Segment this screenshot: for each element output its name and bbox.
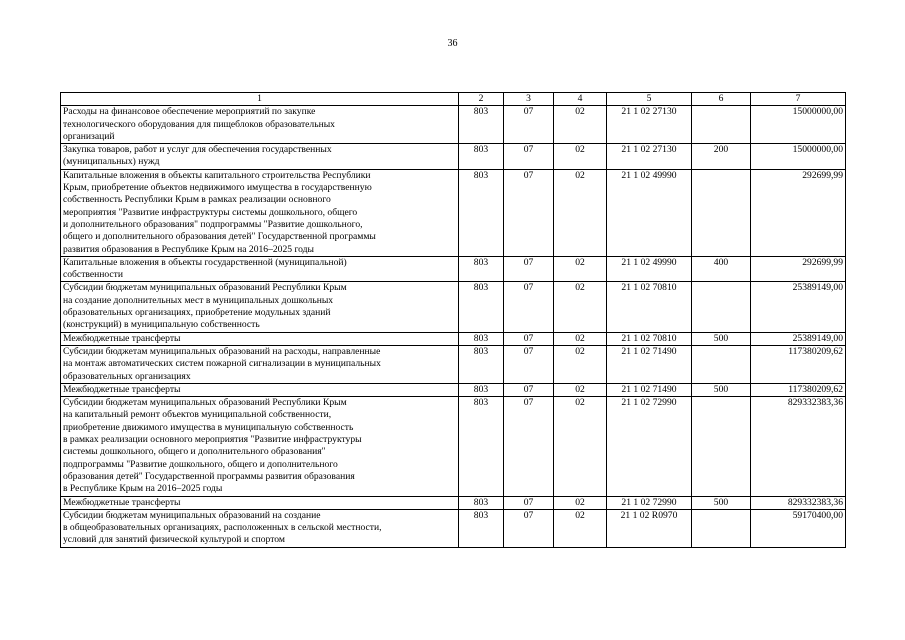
expense-name-line: в Республике Крым на 2016–2025 годы xyxy=(63,483,223,495)
expense-name-line: Расходы на финансовое обеспечение мероприятий по закупке xyxy=(63,106,316,118)
expense-name-line: на капитальный ремонт объектов муниципальной собственности, xyxy=(63,409,332,421)
subsection-code-cell: 02 xyxy=(554,106,607,144)
expense-name-line: Субсидии бюджетам муниципальных образований Республики Крым xyxy=(63,282,347,294)
subsection-code-cell: 02 xyxy=(554,332,607,345)
expense-name-line: собственность Республики Крым в рамках реализации основного xyxy=(63,194,331,206)
expense-name-line: технологического оборудования для пищеблоков образовательных xyxy=(63,118,335,130)
expense-name-line: и дополнительного образования" подпрограммы "Развитие дошкольного, xyxy=(63,218,363,230)
expense-name-cell xyxy=(61,397,459,496)
column-header-1: 1 xyxy=(61,93,459,106)
table-row xyxy=(61,144,846,170)
expense-name-line: подпрограммы "Развитие дошкольного, общего и дополнительного xyxy=(63,458,338,470)
expense-name-line: Межбюджетные трансферты xyxy=(63,332,181,344)
table-row xyxy=(61,256,846,282)
subsection-code-cell: 02 xyxy=(554,496,607,509)
amount-cell: 829332383,36 xyxy=(751,496,846,509)
expense-name-line: Субсидии бюджетам муниципальных образований на расходы, направленные xyxy=(63,345,381,357)
target-article-cell: 21 1 02 72990 xyxy=(607,496,692,509)
expense-name-line: образования детей" Государственной программы развития образования xyxy=(63,470,355,482)
section-code-cell: 07 xyxy=(504,509,554,547)
expense-type-cell: 500 xyxy=(692,496,751,509)
expense-name-cell xyxy=(61,383,459,396)
expense-name-line: системы дошкольного, общего и дополнительного образования" xyxy=(63,446,326,458)
target-article-cell: 21 1 02 71490 xyxy=(607,345,692,383)
expense-type-cell: 500 xyxy=(692,332,751,345)
section-code-cell: 07 xyxy=(504,106,554,144)
ministry-code-cell: 803 xyxy=(459,332,504,345)
table-row xyxy=(61,383,846,396)
amount-cell: 292699,99 xyxy=(751,256,846,282)
table-row xyxy=(61,282,846,332)
column-header-7: 7 xyxy=(751,93,846,106)
expense-name-cell xyxy=(61,332,459,345)
expense-name-line: организаций xyxy=(63,130,115,142)
subsection-code-cell: 02 xyxy=(554,256,607,282)
column-header-6: 6 xyxy=(692,93,751,106)
target-article-cell: 21 1 02 27130 xyxy=(607,144,692,170)
expense-name-line: Межбюджетные трансферты xyxy=(63,496,181,508)
expense-name-line: мероприятия "Развитие инфраструктуры системы дошкольного, общего xyxy=(63,206,358,218)
target-article-cell: 21 1 02 R0970 xyxy=(607,509,692,547)
expense-name-line: образовательных организациях, приобретение модульных зданий xyxy=(63,307,331,319)
expense-type-cell xyxy=(692,345,751,383)
ministry-code-cell: 803 xyxy=(459,383,504,396)
expense-name-line: Закупка товаров, работ и услуг для обеспечения государственных xyxy=(63,144,332,156)
ministry-code-cell: 803 xyxy=(459,496,504,509)
amount-cell: 117380209,62 xyxy=(751,383,846,396)
expense-name-line: Капитальные вложения в объекты государственной (муниципальной) xyxy=(63,256,347,268)
ministry-code-cell: 803 xyxy=(459,397,504,496)
subsection-code-cell: 02 xyxy=(554,383,607,396)
table-row xyxy=(61,496,846,509)
expense-type-cell xyxy=(692,106,751,144)
amount-cell: 25389149,00 xyxy=(751,282,846,332)
expense-name-cell xyxy=(61,144,459,170)
section-code-cell: 07 xyxy=(504,256,554,282)
target-article-cell: 21 1 02 70810 xyxy=(607,282,692,332)
subsection-code-cell: 02 xyxy=(554,144,607,170)
target-article-cell: 21 1 02 49990 xyxy=(607,169,692,256)
expense-name-line: Субсидии бюджетам муниципальных образований на создание xyxy=(63,509,321,521)
expense-name-cell xyxy=(61,256,459,282)
section-code-cell: 07 xyxy=(504,496,554,509)
amount-cell: 59170400,00 xyxy=(751,509,846,547)
subsection-code-cell: 02 xyxy=(554,509,607,547)
expense-name-line: на монтаж автоматических систем пожарной сигнализации в муниципальных xyxy=(63,358,381,370)
expense-name-cell xyxy=(61,106,459,144)
column-header-3: 3 xyxy=(504,93,554,106)
expense-name-cell xyxy=(61,282,459,332)
ministry-code-cell: 803 xyxy=(459,256,504,282)
page-number: 36 xyxy=(447,38,458,49)
expense-type-cell xyxy=(692,169,751,256)
subsection-code-cell: 02 xyxy=(554,169,607,256)
target-article-cell: 21 1 02 72990 xyxy=(607,397,692,496)
expense-name-cell xyxy=(61,496,459,509)
expense-name-line: Капитальные вложения в объекты капитального строительства Республики xyxy=(63,169,371,181)
expense-type-cell: 500 xyxy=(692,383,751,396)
target-article-cell: 21 1 02 49990 xyxy=(607,256,692,282)
table-body xyxy=(61,106,846,547)
expense-name-line: Межбюджетные трансферты xyxy=(63,383,181,395)
target-article-cell: 21 1 02 70810 xyxy=(607,332,692,345)
expense-type-cell xyxy=(692,509,751,547)
expense-name-line: в общеобразовательных организациях, расположенных в сельской местности, xyxy=(63,522,382,534)
column-header-2: 2 xyxy=(459,93,504,106)
amount-cell: 292699,99 xyxy=(751,169,846,256)
expense-type-cell xyxy=(692,397,751,496)
ministry-code-cell: 803 xyxy=(459,169,504,256)
expense-name-line: (муниципальных) нужд xyxy=(63,156,160,168)
amount-cell: 15000000,00 xyxy=(751,144,846,170)
amount-cell: 117380209,62 xyxy=(751,345,846,383)
table-header-row xyxy=(61,93,846,106)
column-header-5: 5 xyxy=(607,93,692,106)
subsection-code-cell: 02 xyxy=(554,282,607,332)
subsection-code-cell: 02 xyxy=(554,397,607,496)
expense-name-line: условий для занятий физической культурой и спортом xyxy=(63,534,285,546)
table-row xyxy=(61,345,846,383)
budget-table xyxy=(60,92,846,548)
section-code-cell: 07 xyxy=(504,144,554,170)
expense-name-line: на создание дополнительных мест в муниципальных дошкольных xyxy=(63,294,334,306)
section-code-cell: 07 xyxy=(504,397,554,496)
table-row xyxy=(61,106,846,144)
expense-type-cell: 400 xyxy=(692,256,751,282)
expense-name-line: собственности xyxy=(63,269,124,281)
expense-name-line: развития образования в Республике Крым на 2016–2025 годы xyxy=(63,243,315,255)
table-row xyxy=(61,397,846,496)
table-row xyxy=(61,169,846,256)
section-code-cell: 07 xyxy=(504,282,554,332)
expense-name-line: (конструкций) в муниципальную собственность xyxy=(63,319,260,331)
expense-name-cell xyxy=(61,509,459,547)
ministry-code-cell: 803 xyxy=(459,345,504,383)
table-row xyxy=(61,332,846,345)
amount-cell: 15000000,00 xyxy=(751,106,846,144)
amount-cell: 25389149,00 xyxy=(751,332,846,345)
section-code-cell: 07 xyxy=(504,332,554,345)
expense-name-cell xyxy=(61,345,459,383)
table-row xyxy=(61,509,846,547)
amount-cell: 829332383,36 xyxy=(751,397,846,496)
expense-name-cell xyxy=(61,169,459,256)
ministry-code-cell: 803 xyxy=(459,509,504,547)
expense-name-line: Субсидии бюджетам муниципальных образований Республики Крым xyxy=(63,397,347,409)
section-code-cell: 07 xyxy=(504,345,554,383)
subsection-code-cell: 02 xyxy=(554,345,607,383)
expense-name-line: в рамках реализации основного мероприятия "Развитие инфраструктуры xyxy=(63,434,362,446)
ministry-code-cell: 803 xyxy=(459,106,504,144)
target-article-cell: 21 1 02 27130 xyxy=(607,106,692,144)
expense-name-line: приобретение движимого имущества в муниципальную собственность xyxy=(63,421,354,433)
expense-type-cell: 200 xyxy=(692,144,751,170)
expense-name-line: образовательных организациях xyxy=(63,370,191,382)
expense-name-line: общего и дополнительного образования детей" Государственной программы xyxy=(63,231,376,243)
section-code-cell: 07 xyxy=(504,169,554,256)
ministry-code-cell: 803 xyxy=(459,144,504,170)
target-article-cell: 21 1 02 71490 xyxy=(607,383,692,396)
column-header-4: 4 xyxy=(554,93,607,106)
expense-name-line: Крым, приобретение объектов недвижимого имущества в государственную xyxy=(63,182,372,194)
ministry-code-cell: 803 xyxy=(459,282,504,332)
expense-type-cell xyxy=(692,282,751,332)
section-code-cell: 07 xyxy=(504,383,554,396)
